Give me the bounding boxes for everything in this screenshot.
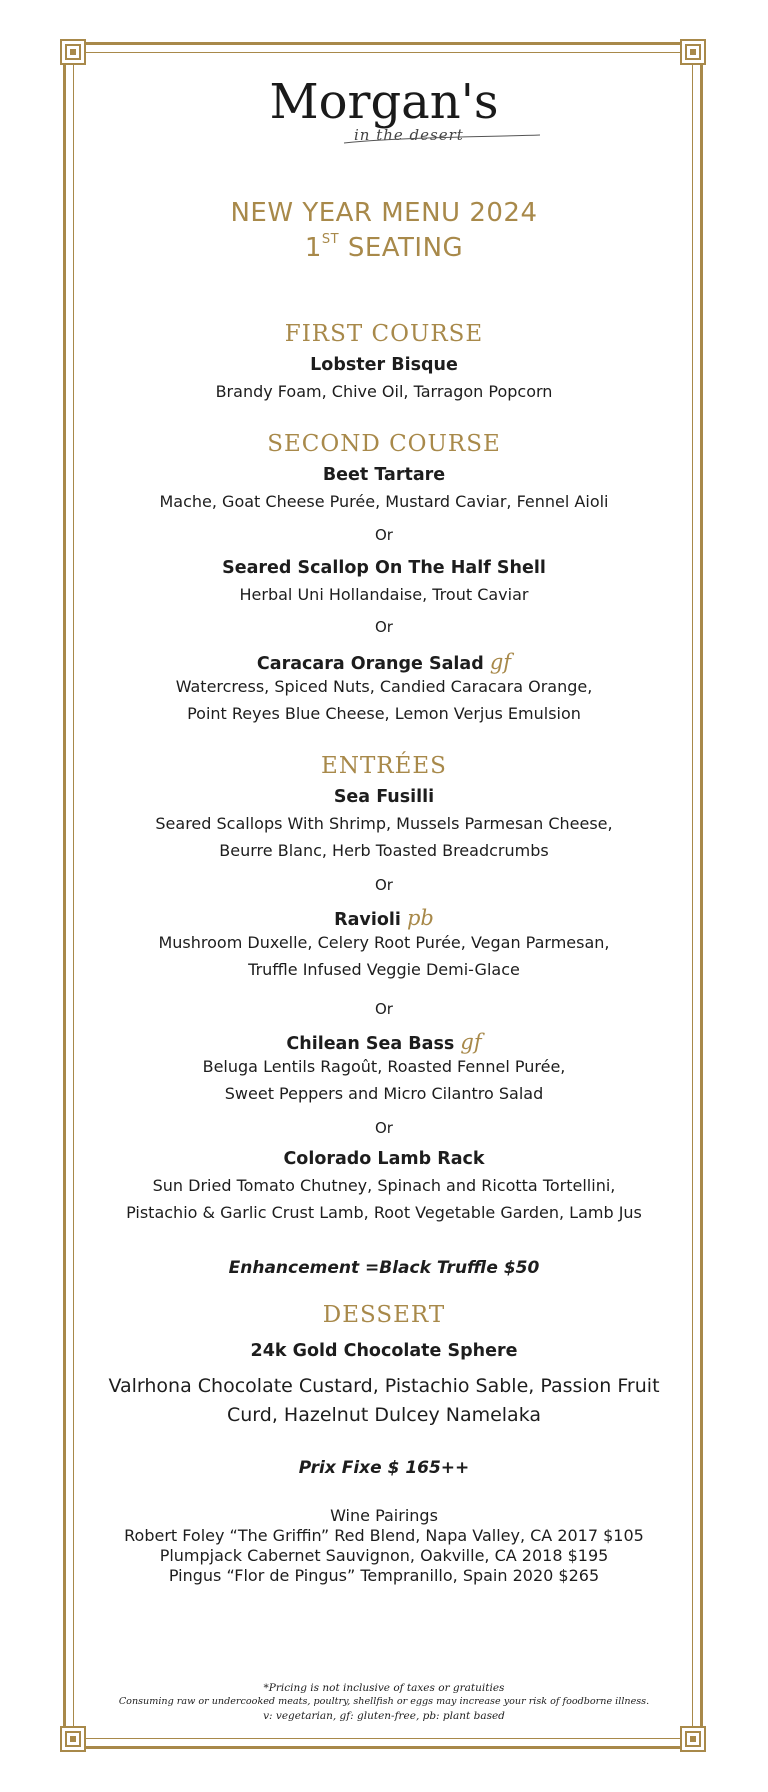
entree-desc-1a: Seared Scallops With Shrimp, Mussels Parmesan Cheese, xyxy=(155,814,613,833)
second-course-title: SECOND COURSE xyxy=(267,431,501,457)
prix-fixe-price: Prix Fixe $ 165++ xyxy=(298,1458,470,1478)
corner-ornament-top-right xyxy=(680,39,706,65)
restaurant-logo xyxy=(84,74,684,158)
second-course-desc-1: Mache, Goat Cheese Purée, Mustard Caviar, Fennel Aioli xyxy=(159,492,609,511)
or-separator: Or xyxy=(375,618,393,636)
second-course-desc-2: Herbal Uni Hollandaise, Trout Caviar xyxy=(239,585,529,604)
first-course-desc: Brandy Foam, Chive Oil, Tarragon Popcorn xyxy=(215,382,553,401)
entree-desc-2a: Mushroom Duxelle, Celery Root Purée, Vegan Parmesan, xyxy=(158,933,610,952)
dietary-tag: gf xyxy=(489,650,512,674)
entree-dish-4: Colorado Lamb Rack xyxy=(283,1149,485,1169)
entrees-title: ENTRÉES xyxy=(321,753,447,779)
or-separator: Or xyxy=(375,526,393,544)
corner-ornament-bottom-right xyxy=(680,1726,706,1752)
second-course-dish-2: Seared Scallop On The Half Shell xyxy=(222,558,546,578)
entree-desc-3b: Sweet Peppers and Micro Cilantro Salad xyxy=(224,1084,544,1103)
entree-desc-4b: Pistachio & Garlic Crust Lamb, Root Vegetable Garden, Lamb Jus xyxy=(126,1203,642,1222)
menu-frame-inner xyxy=(73,52,693,1739)
entree-desc-1b: Beurre Blanc, Herb Toasted Breadcrumbs xyxy=(219,841,549,860)
wine-pairing-1: Robert Foley “The Griffin” Red Blend, Napa Valley, CA 2017 $105 xyxy=(124,1526,644,1545)
food-safety-disclaimer: Consuming raw or undercooked meats, poultry, shellfish or eggs may increase your risk of foodborne illness. xyxy=(118,1696,650,1707)
entree-desc-2b: Truffle Infused Veggie Demi-Glace xyxy=(248,960,520,979)
second-course-desc-3b: Point Reyes Blue Cheese, Lemon Verjus Emulsion xyxy=(187,704,581,723)
seating-title: 1ST SEATING xyxy=(304,232,464,263)
dessert-title: DESSERT xyxy=(322,1302,446,1328)
second-course-dish-3: Caracara Orange Salad gf xyxy=(256,650,512,674)
entree-desc-4a: Sun Dried Tomato Chutney, Spinach and Ricotta Tortellini, xyxy=(152,1176,616,1195)
entree-desc-3a: Beluga Lentils Ragoût, Roasted Fennel Purée, xyxy=(202,1057,566,1076)
corner-ornament-top-left xyxy=(60,39,86,65)
entree-dish-3: Chilean Sea Bass gf xyxy=(286,1030,482,1054)
or-separator: Or xyxy=(375,876,393,894)
first-course-dish: Lobster Bisque xyxy=(310,355,458,375)
dessert-dish: 24k Gold Chocolate Sphere xyxy=(250,1341,518,1361)
dietary-tag: pb xyxy=(406,906,434,930)
corner-ornament-bottom-left xyxy=(60,1726,86,1752)
second-course-dish-1: Beet Tartare xyxy=(322,465,446,485)
entree-dish-2: Ravioli pb xyxy=(334,906,434,930)
dessert-desc-b: Curd, Hazelnut Dulcey Namelaka xyxy=(226,1404,542,1426)
logo-wordmark: Morgan's xyxy=(269,74,499,130)
wine-pairing-3: Pingus “Flor de Pingus” Tempranillo, Spain 2020 $265 xyxy=(168,1566,600,1585)
second-course-desc-3a: Watercress, Spiced Nuts, Candied Caracara Orange, xyxy=(175,677,593,696)
wine-pairing-2: Plumpjack Cabernet Sauvignon, Oakville, CA 2018 $195 xyxy=(159,1546,609,1565)
enhancement-note: Enhancement =Black Truffle $50 xyxy=(228,1258,540,1278)
dessert-desc-a: Valrhona Chocolate Custard, Pistachio Sable, Passion Fruit xyxy=(108,1375,660,1397)
first-course-title: FIRST COURSE xyxy=(284,321,484,347)
pricing-disclaimer: *Pricing is not inclusive of taxes or gratuities xyxy=(263,1682,505,1694)
wine-pairings-title: Wine Pairings xyxy=(330,1506,438,1525)
logo-swash-icon xyxy=(342,133,542,147)
dietary-legend: v: vegetarian, gf: gluten-free, pb: plant based xyxy=(263,1710,505,1722)
dietary-tag: gf xyxy=(460,1030,482,1054)
or-separator: Or xyxy=(375,1000,393,1018)
or-separator: Or xyxy=(375,1119,393,1137)
menu-title: NEW YEAR MENU 2024 xyxy=(230,198,538,228)
entree-dish-1: Sea Fusilli xyxy=(333,787,435,807)
logo-tagline: in the desert xyxy=(354,126,464,144)
